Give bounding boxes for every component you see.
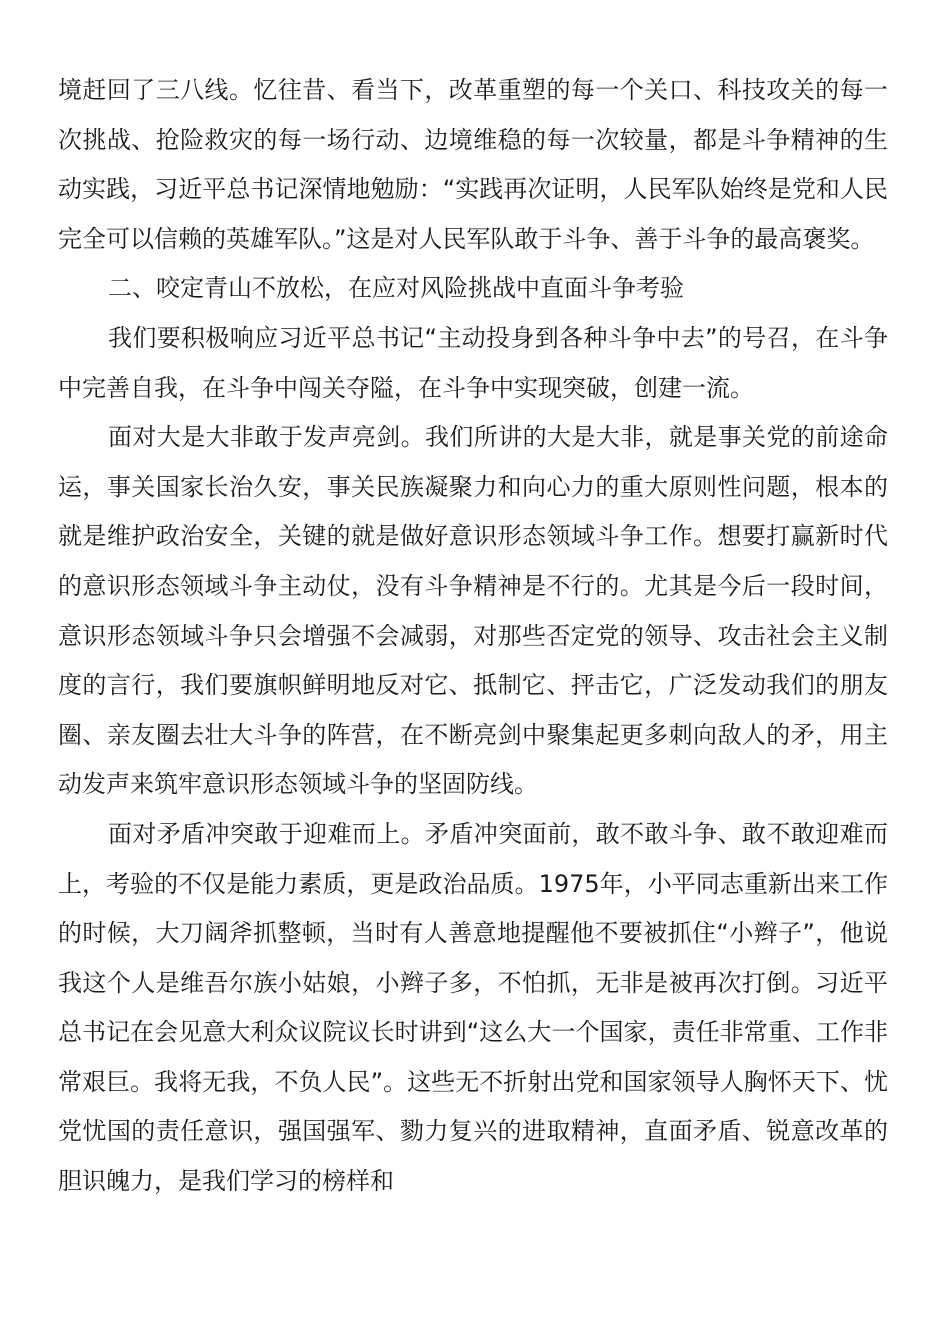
paragraph-continuation: 境赶回了三八线。忆往昔、看当下，改革重塑的每一个关口、科技攻关的每一次挑战、抢险救灾的每一场行动、边境维稳的每一次较量，都是斗争精神的生动实践，习近平总书记深情地勉励：“实践再次证明，人民军队始终是党和人民完全可以信赖的英雄军队。”这是对人民军队敢于斗争、善于斗争的最高褒奖。 [58,76,888,253]
paragraph: 我们要积极响应习近平总书记“主动投身到各种斗争中去”的号召，在斗争中完善自我，在斗争中闯关夺隘，在斗争中实现突破，创建一流。 [58,323,888,402]
document-body [58,66,888,1207]
section-heading: 二、咬定青山不放松，在应对风险挑战中直面斗争考验 [108,274,684,303]
paragraph: 面对矛盾冲突敢于迎难而上。矛盾冲突面前，敢不敢斗争、敢不敢迎难而上，考验的不仅是能力素质，更是政治品质。1975年，小平同志重新出来工作的时候，大刀阔斧抓整顿，当时有人善意地提醒他不要被抓住“小辫子”，他说我这个人是维吾尔族小姑娘，小辫子多，不怕抓，无非是被再次打倒。习近平总书记在会见意大利众议院议长时讲到“这么大一个国家，责任非常重、工作非常艰巨。我将无我，不负人民”。这些无不折射出党和国家领导人胸怀天下、忧党忧国的责任意识，强国强军、勠力复兴的进取精神，直面矛盾、锐意改革的胆识魄力，是我们学习的榜样和 [58,819,888,1196]
paragraph: 面对大是大非敢于发声亮剑。我们所讲的大是大非，就是事关党的前途命运，事关国家长治久安，事关民族凝聚力和向心力的重大原则性问题，根本的就是维护政治安全，关键的就是做好意识形态领域斗争工作。想要打赢新时代的意识形态领域斗争主动仗，没有斗争精神是不行的。尤其是今后一段时间，意识形态领域斗争只会增强不会减弱，对那些否定党的领导、攻击社会主义制度的言行，我们要旗帜鲜明地反对它、抵制它、抨击它，广泛发动我们的朋友圈、亲友圈去壮大斗争的阵营，在不断亮剑中聚集起更多刺向敌人的矛，用主动发声来筑牢意识形态领域斗争的坚固防线。 [58,423,888,799]
